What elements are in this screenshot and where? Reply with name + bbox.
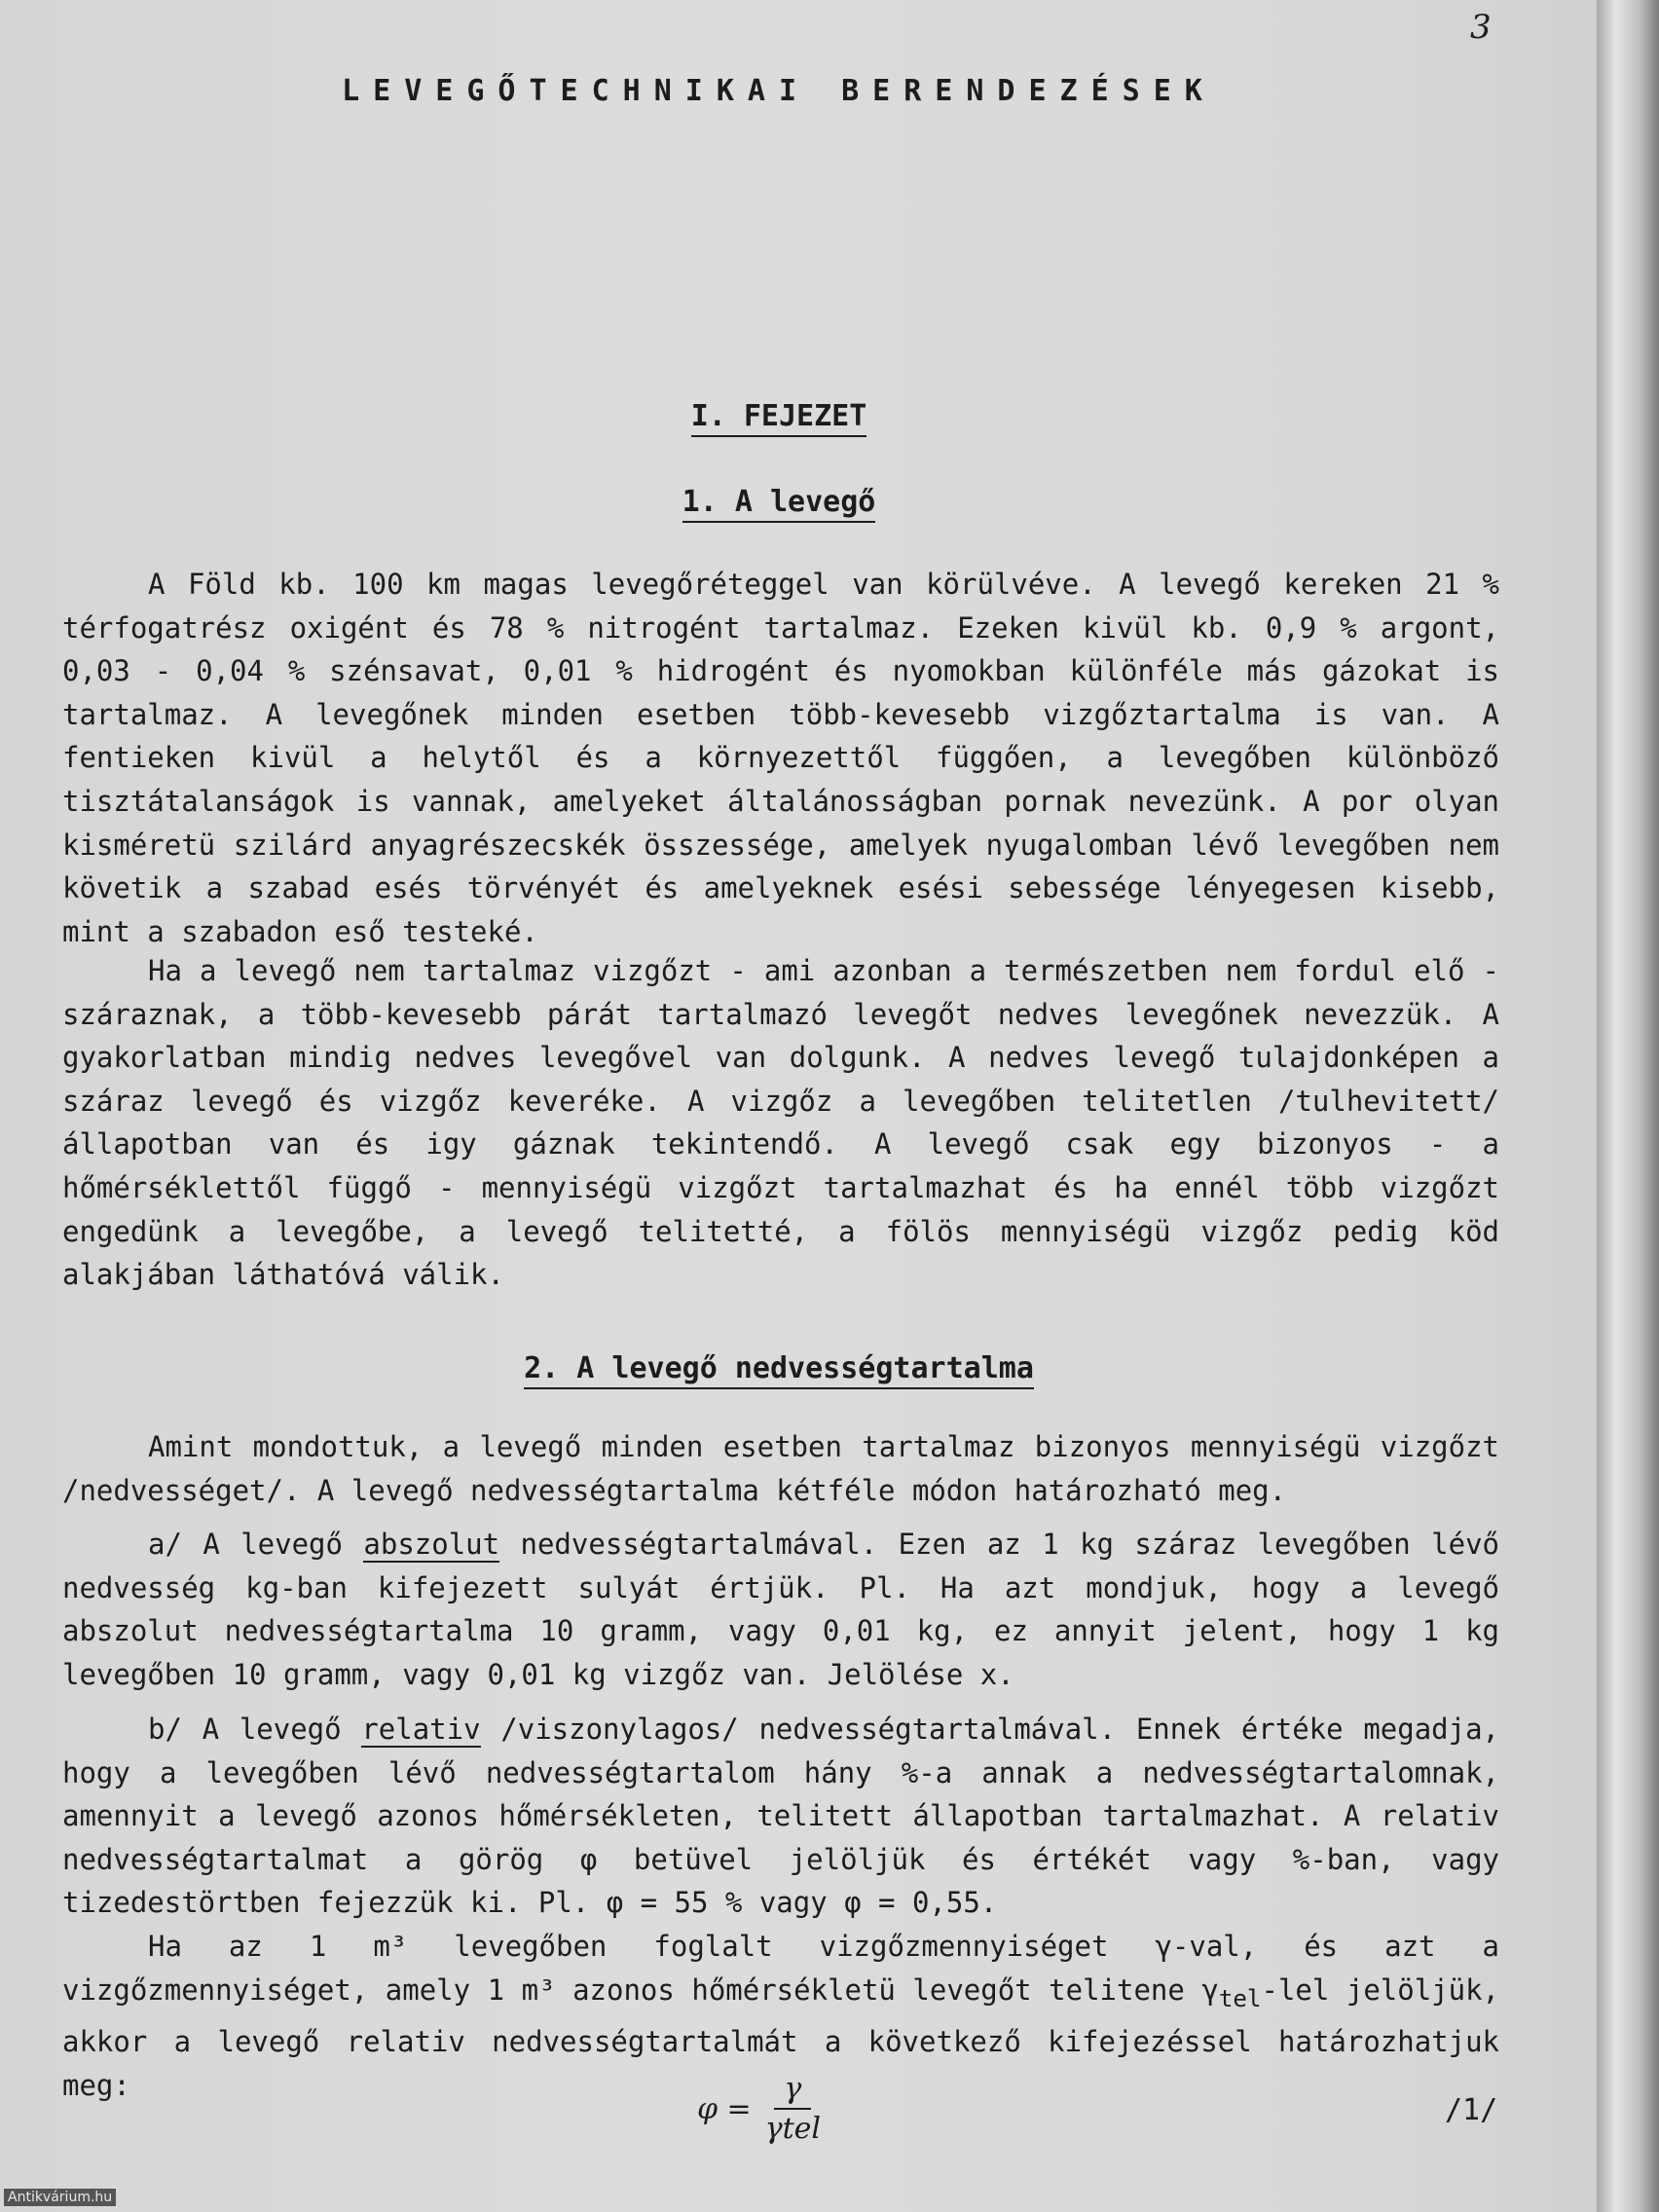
section-1-heading [0,485,1558,519]
section-2-paragraph-1: Amint mondottuk, a levegő minden esetben tartalmaz bizonyos mennyiségü vizgőzt /nedvességet/. A levegő nedvességtartalma kétféle módon határozható meg. [62,1430,1517,1507]
page-binding-edge [1597,0,1659,2212]
formula-denominator: γtel [764,2112,822,2146]
item-b-text: /viszonylagos/ nedvességtartalmával. Ennek értéke megadja, hogy a levegőben lévő nedvességtartalom hány %-a annak a nedvességtartalomnak, amennyit a levegő azonos hőmérsékleten, telitett állapotban tartalmazhat. A relativ nedvességtartalmat a görög φ betüvel jelöljük és értékét vagy %-ban, vagy tizedestörtben fejezzük ki. Pl. φ = 55 % vagy φ = 0,55. [62,1713,1517,1920]
item-a-underlined: abszolut [363,1528,500,1561]
item-a-text: nedvességtartalmával. Ezen az 1 kg száraz levegőben lévő nedvesség kg-ban kifejezett sulyát értjük. Pl. Ha azt mondjuk, hogy a levegő abszolut nedvességtartalma 10 gramm, vagy 0,01 kg, ez annyit jelent, hogy 1 kg levegőben 10 gramm, vagy 0,01 kg vizgőz van. Jelölése x. [62,1528,1517,1691]
page-number: 3 [1470,8,1492,47]
paragraph-c-part-2: -lel jelöljük, akkor a levegő relativ nedvességtartalmát a következő kifejezéssel határozhatjuk meg: [62,1972,1517,2102]
section-2-item-a [62,1523,1517,1696]
formula-lhs: φ = [697,2091,752,2126]
section-1-heading-text: 1. A levegő [682,485,876,523]
document-title: LEVEGŐTECHNIKAI BERENDEZÉSEK [342,74,1216,108]
paragraph-c-part-1: Ha az 1 m³ levegőben foglalt vizgőzmennyiséget γ-val, és azt a vizgőzmennyiséget, amely 1 m³ azonos hőmérsékletü levegőt telitene γ [62,1930,1517,2007]
section-1-paragraph-2: Ha a levegő nem tartalmaz vizgőzt - ami azonban a természetben nem fordul elő - száraznak, a több-kevesebb párát tartalmazó levegőt nedves levegőnek nevezzük. A gyakorlatban mindig nedves levegővel van dolgunk. A nedves levegő tulajdonképen a száraz levegő és vizgőz keveréke. A vizgőz a levegőben telitetlen /tulhevitett/ állapotban van és igy gáznak tekintendő. A levegő csak egy bizonyos - a hőmérséklettől függő - mennyiségü vizgőzt tartalmazhat és ha ennél több vizgőzt engedünk a levegőbe, a levegő telitetté, a fölös mennyiségü vizgőz pedig köd alakjában láthatóvá válik. [62,954,1517,1292]
formula-number: /1/ [1445,2093,1498,2127]
section-2-heading-text: 2. A levegő nedvességtartalma [524,1351,1034,1389]
section-2-item-b [62,1708,1517,1925]
formula-fraction [765,2072,821,2146]
relative-humidity-formula [697,2072,821,2146]
item-a-prefix: a/ A levegő [148,1528,364,1561]
chapter-heading-text: I. FEJEZET [691,399,867,437]
section-1-paragraph-1: A Föld kb. 100 km magas levegőréteggel van körülvéve. A levegő kereken 21 % térfogatrész oxigént és 78 % nitrogént tartalmaz. Ezeken kivül kb. 0,9 % argont, 0,03 - 0,04 % szénsavat, 0,01 % hidrogént és nyomokban különféle más gázokat is tartalmaz. A levegőnek minden esetben több-kevesebb vizgőztartalma is van. A fentieken kivül a helytől és a környezettől függően, a levegőben különböző tisztátalanságok is vannak, amelyeket általánosságban pornak nevezünk. A por olyan kisméretü szilárd anyagrészecskék összessége, amelyek nyugalomban lévő levegőben nem követik a szabad esés törvényét és amelyeknek esési sebessége lényegesen kisebb, mint a szabadon eső testeké. [62,568,1517,948]
item-b-underlined: relativ [361,1713,481,1746]
paragraph-c-subscript: tel [1218,1984,1262,2012]
formula-numerator: γ [774,2072,811,2110]
chapter-heading [0,399,1558,433]
item-b-prefix: b/ A levegő [148,1713,362,1746]
section-2-heading [0,1351,1558,1385]
watermark: Antikvárium.hu [4,2189,116,2206]
